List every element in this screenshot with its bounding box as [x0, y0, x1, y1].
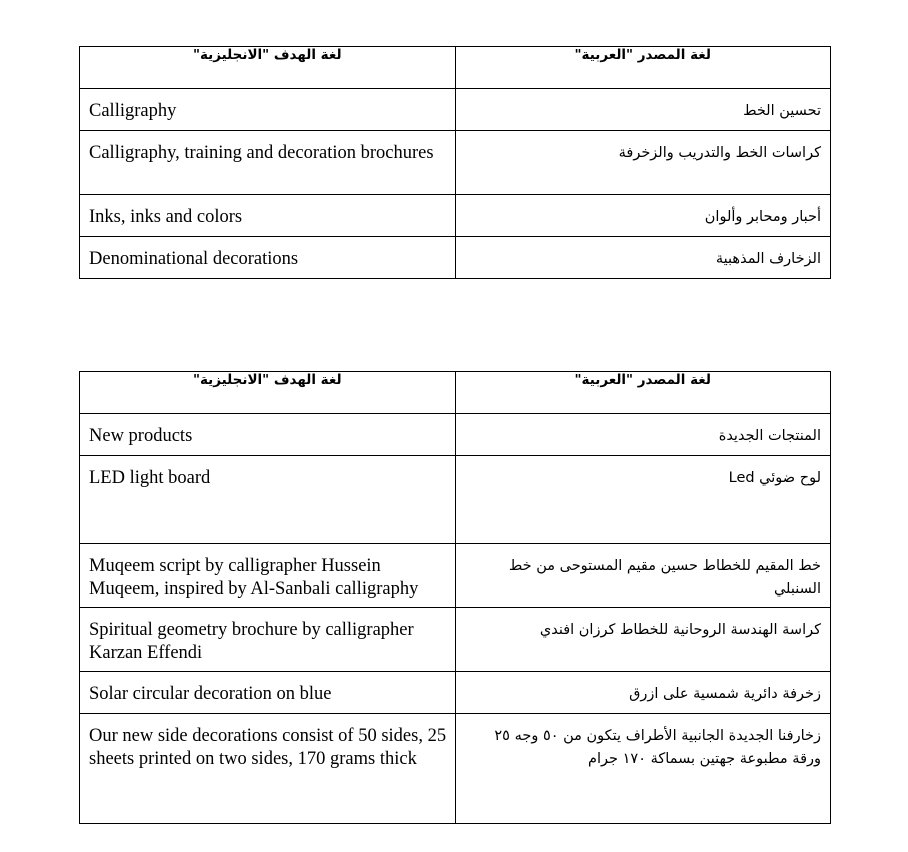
- arabic-term: خط المقيم للخطاط حسين مقيم المستوحى من خط السنبلي: [455, 544, 831, 608]
- table-row: [80, 195, 831, 237]
- english-term: Muqeem script by calligrapher Hussein Muqeem, inspired by Al-Sanbali calligraphy: [80, 544, 456, 608]
- arabic-term: تحسين الخط: [455, 89, 831, 131]
- english-term: New products: [80, 414, 456, 456]
- english-term: Our new side decorations consist of 50 sides, 25 sheets printed on two sides, 170 grams thick: [80, 714, 456, 824]
- english-term: Calligraphy, training and decoration brochures: [80, 131, 456, 195]
- arabic-term: زخارفنا الجديدة الجانبية الأطراف يتكون من ٥٠ وجه ٢٥ ورقة مطبوعة جهتين بسماكة ١٧٠ جرام: [455, 714, 831, 824]
- arabic-term: كراسات الخط والتدريب والزخرفة: [455, 131, 831, 195]
- arabic-term: لوح ضوئي Led: [455, 456, 831, 544]
- table-row: [80, 414, 831, 456]
- glossary-table-1: [79, 46, 831, 279]
- english-term: Calligraphy: [80, 89, 456, 131]
- table-header-row: [80, 372, 831, 414]
- english-term: Spiritual geometry brochure by calligrapher Karzan Effendi: [80, 608, 456, 672]
- table-row: [80, 131, 831, 195]
- target-language-header: لغة الهدف "الانجليزية": [80, 372, 456, 414]
- glossary-table-2: [79, 371, 831, 824]
- table-row: [80, 608, 831, 672]
- table-row: [80, 237, 831, 279]
- arabic-term: الزخارف المذهبية: [455, 237, 831, 279]
- table-header-row: [80, 47, 831, 89]
- arabic-term: كراسة الهندسة الروحانية للخطاط كرزان افندي: [455, 608, 831, 672]
- table-row: [80, 89, 831, 131]
- target-language-header: لغة الهدف "الانجليزية": [80, 47, 456, 89]
- table-row: [80, 672, 831, 714]
- arabic-term: المنتجات الجديدة: [455, 414, 831, 456]
- table-row: [80, 456, 831, 544]
- source-language-header: لغة المصدر "العربية": [455, 47, 831, 89]
- arabic-term: أحبار ومحابر وألوان: [455, 195, 831, 237]
- english-term: Denominational decorations: [80, 237, 456, 279]
- english-term: Solar circular decoration on blue: [80, 672, 456, 714]
- source-language-header: لغة المصدر "العربية": [455, 372, 831, 414]
- english-term: LED light board: [80, 456, 456, 544]
- table-row: [80, 544, 831, 608]
- table-row: [80, 714, 831, 824]
- english-term: Inks, inks and colors: [80, 195, 456, 237]
- arabic-term: زخرفة دائرية شمسية على ازرق: [455, 672, 831, 714]
